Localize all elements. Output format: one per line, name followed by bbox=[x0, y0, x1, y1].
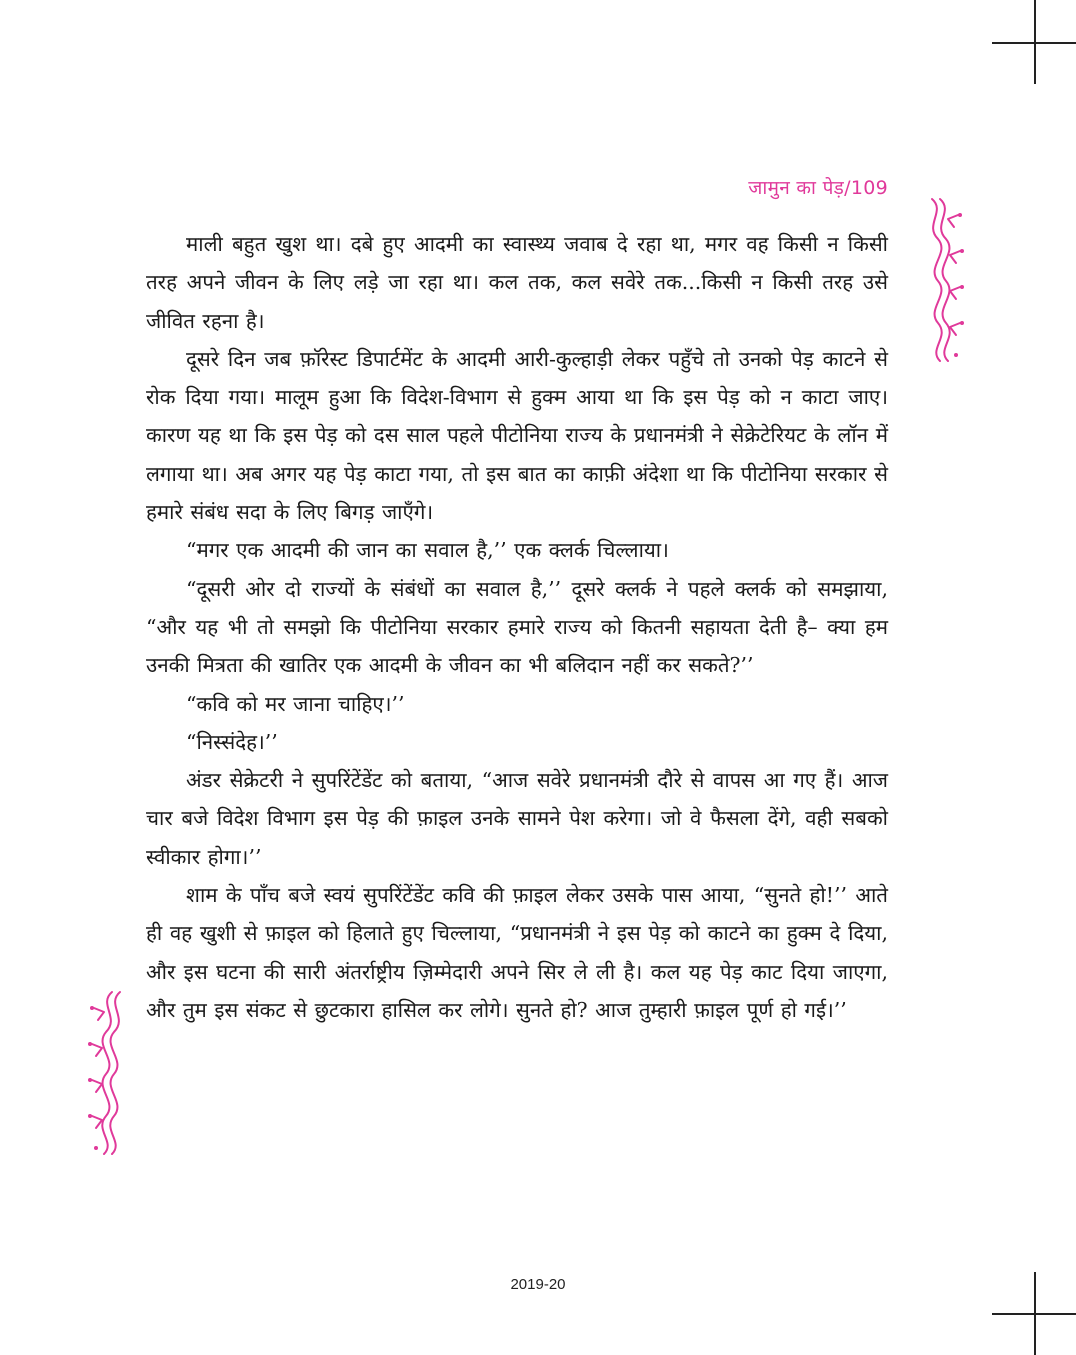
paragraph-3: “मगर एक आदमी की जान का सवाल है,’’ एक क्लर्क चिल्लाया। bbox=[186, 538, 669, 563]
page-body bbox=[146, 225, 888, 1029]
running-header: जामुन का पेड़/109 bbox=[748, 177, 888, 199]
paragraph-6: “निस्संदेह।’’ bbox=[186, 729, 278, 754]
pink-vine-ornament-icon bbox=[920, 195, 970, 365]
paragraph-5: “कवि को मर जाना चाहिए।’’ bbox=[186, 691, 405, 716]
paragraph-1: माली बहुत खुश था। दबे हुए आदमी का स्वास्थ्य जवाब दे रहा था, मगर वह किसी न किसी तरह अपने जीवन के लिए लड़े जा रहा था। कल तक, कल सवेरे तक...किसी न किसी तरह उसे जीवित रहना है। bbox=[146, 232, 888, 333]
crop-mark-bottom-right-horizontal bbox=[992, 1313, 1076, 1315]
paragraph-4: “दूसरी ओर दो राज्यों के संबंधों का सवाल है,’’ दूसरे क्लर्क ने पहले क्लर्क को समझाया, “और यह भी तो समझो कि पीटोनिया सरकार हमारे राज्य को कितनी सहायता देती है– क्या हम उनकी मित्रता की खातिर एक आदमी के जीवन का भी बलिदान नहीं कर सकते?’’ bbox=[146, 576, 888, 678]
crop-mark-top-right-horizontal bbox=[992, 42, 1076, 44]
pink-vine-ornament-icon bbox=[82, 988, 132, 1158]
paragraph-7: अंडर सेक्रेटरी ने सुपरिंटेंडेंट को बताया, “आज सवेरे प्रधानमंत्री दौरे से वापस आ गए हैं। आज चार बजे विदेश विभाग इस पेड़ की फ़ाइल उनके सामने पेश करेगा। जो वे फैसला देंगे, वही सबको स्वीकार होगा।’’ bbox=[146, 768, 888, 869]
paragraph-8: शाम के पाँच बजे स्वयं सुपरिंटेंडेंट कवि की फ़ाइल लेकर उसके पास आया, “सुनते हो!’’ आते ही वह खुशी से फ़ाइल को हिलाते हुए चिल्लाया, “प्रधानमंत्री ने इस पेड़ को काटने का हुक्म दे दिया, और इस घटना की सारी अंतर्राष्ट्रीय ज़िम्मेदारी अपने सिर ले ली है। कल यह पेड़ काट दिया जाएगा, और तुम इस संकट से छुटकारा हासिल कर लोगे। सुनते हो? आज तुम्हारी फ़ाइल पूर्ण हो गई।’’ bbox=[146, 883, 888, 1022]
paragraph-2: दूसरे दिन जब फ़ॉरेस्ट डिपार्टमेंट के आदमी आरी-कुल्हाड़ी लेकर पहुँचे तो उनको पेड़ काटने से रोक दिया गया। मालूम हुआ कि विदेश-विभाग से हुक्म आया था कि इस पेड़ को न काटा जाए। कारण यह था कि इस पेड़ को दस साल पहले पीटोनिया राज्य के प्रधानमंत्री ने सेक्रेटेरियट के लॉन में लगाया था। अब अगर यह पेड़ काटा गया, तो इस बात का काफ़ी अंदेशा था कि पीटोनिया सरकार से हमारे संबंध सदा के लिए बिगड़ जाएँगे। bbox=[146, 346, 888, 525]
footer-year: 2019-20 bbox=[510, 1276, 566, 1293]
